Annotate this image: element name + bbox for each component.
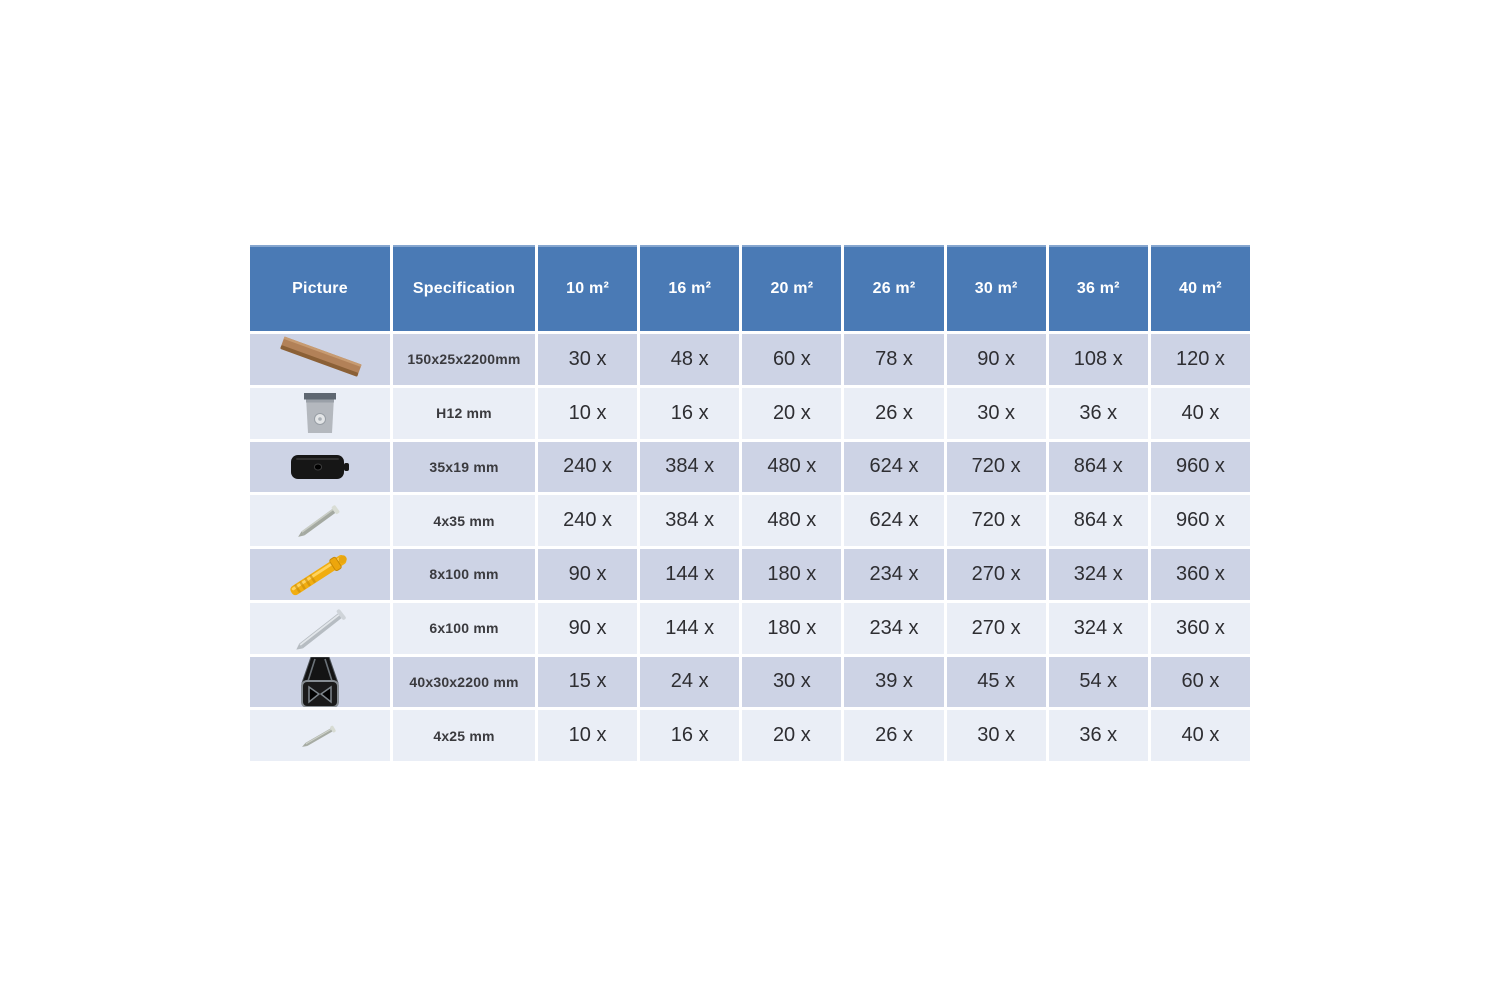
spec-cell: H12 mm <box>393 388 535 439</box>
qty-cell: 324 x <box>1049 549 1148 600</box>
column-header-16m2: 16 m² <box>640 245 739 331</box>
qty-cell: 30 x <box>742 657 841 708</box>
column-header-40m2: 40 m² <box>1151 245 1250 331</box>
qty-cell: 360 x <box>1151 603 1250 654</box>
spec-cell: 150x25x2200mm <box>393 334 535 385</box>
qty-cell: 480 x <box>742 495 841 546</box>
spec-cell: 40x30x2200 mm <box>393 657 535 708</box>
long-nail-image <box>250 603 390 654</box>
qty-cell: 24 x <box>640 657 739 708</box>
column-header-26m2: 26 m² <box>844 245 943 331</box>
qty-cell: 30 x <box>947 710 1046 761</box>
qty-cell: 864 x <box>1049 442 1148 493</box>
qty-cell: 10 x <box>538 388 637 439</box>
qty-cell: 180 x <box>742 603 841 654</box>
qty-cell: 10 x <box>538 710 637 761</box>
column-header-specification: Specification <box>393 245 535 331</box>
column-header-30m2: 30 m² <box>947 245 1046 331</box>
qty-cell: 864 x <box>1049 495 1148 546</box>
spec-cell: 4x25 mm <box>393 710 535 761</box>
qty-cell: 26 x <box>844 710 943 761</box>
qty-cell: 90 x <box>538 603 637 654</box>
column-header-36m2: 36 m² <box>1049 245 1148 331</box>
qty-cell: 78 x <box>844 334 943 385</box>
joist-profile-image <box>250 657 390 708</box>
qty-cell: 270 x <box>947 603 1046 654</box>
column-header-10m2: 10 m² <box>538 245 637 331</box>
qty-cell: 240 x <box>538 495 637 546</box>
qty-cell: 384 x <box>640 495 739 546</box>
wall-plug-image <box>250 549 390 600</box>
qty-cell: 45 x <box>947 657 1046 708</box>
qty-cell: 384 x <box>640 442 739 493</box>
spec-cell: 35x19 mm <box>393 442 535 493</box>
qty-cell: 40 x <box>1151 710 1250 761</box>
qty-cell: 90 x <box>538 549 637 600</box>
qty-cell: 26 x <box>844 388 943 439</box>
qty-cell: 30 x <box>538 334 637 385</box>
qty-cell: 120 x <box>1151 334 1250 385</box>
qty-cell: 960 x <box>1151 442 1250 493</box>
qty-cell: 60 x <box>1151 657 1250 708</box>
qty-cell: 15 x <box>538 657 637 708</box>
fixing-clip-image <box>250 442 390 493</box>
qty-cell: 30 x <box>947 388 1046 439</box>
qty-cell: 36 x <box>1049 710 1148 761</box>
qty-cell: 624 x <box>844 442 943 493</box>
qty-cell: 20 x <box>742 388 841 439</box>
qty-cell: 960 x <box>1151 495 1250 546</box>
qty-cell: 60 x <box>742 334 841 385</box>
qty-cell: 40 x <box>1151 388 1250 439</box>
qty-cell: 234 x <box>844 603 943 654</box>
qty-cell: 360 x <box>1151 549 1250 600</box>
qty-cell: 720 x <box>947 495 1046 546</box>
qty-cell: 480 x <box>742 442 841 493</box>
qty-cell: 144 x <box>640 549 739 600</box>
components-table <box>250 245 1250 761</box>
qty-cell: 48 x <box>640 334 739 385</box>
small-screw-image <box>250 710 390 761</box>
qty-cell: 39 x <box>844 657 943 708</box>
qty-cell: 16 x <box>640 710 739 761</box>
qty-cell: 720 x <box>947 442 1046 493</box>
mounting-bracket-image <box>250 388 390 439</box>
qty-cell: 240 x <box>538 442 637 493</box>
qty-cell: 324 x <box>1049 603 1148 654</box>
qty-cell: 90 x <box>947 334 1046 385</box>
qty-cell: 270 x <box>947 549 1046 600</box>
qty-cell: 20 x <box>742 710 841 761</box>
qty-cell: 144 x <box>640 603 739 654</box>
column-header-20m2: 20 m² <box>742 245 841 331</box>
qty-cell: 54 x <box>1049 657 1148 708</box>
spec-cell: 8x100 mm <box>393 549 535 600</box>
qty-cell: 624 x <box>844 495 943 546</box>
column-header-picture: Picture <box>250 245 390 331</box>
spec-cell: 6x100 mm <box>393 603 535 654</box>
screw-image <box>250 495 390 546</box>
qty-cell: 108 x <box>1049 334 1148 385</box>
qty-cell: 16 x <box>640 388 739 439</box>
qty-cell: 36 x <box>1049 388 1148 439</box>
decking-board-image <box>250 334 390 385</box>
qty-cell: 234 x <box>844 549 943 600</box>
qty-cell: 180 x <box>742 549 841 600</box>
spec-cell: 4x35 mm <box>393 495 535 546</box>
